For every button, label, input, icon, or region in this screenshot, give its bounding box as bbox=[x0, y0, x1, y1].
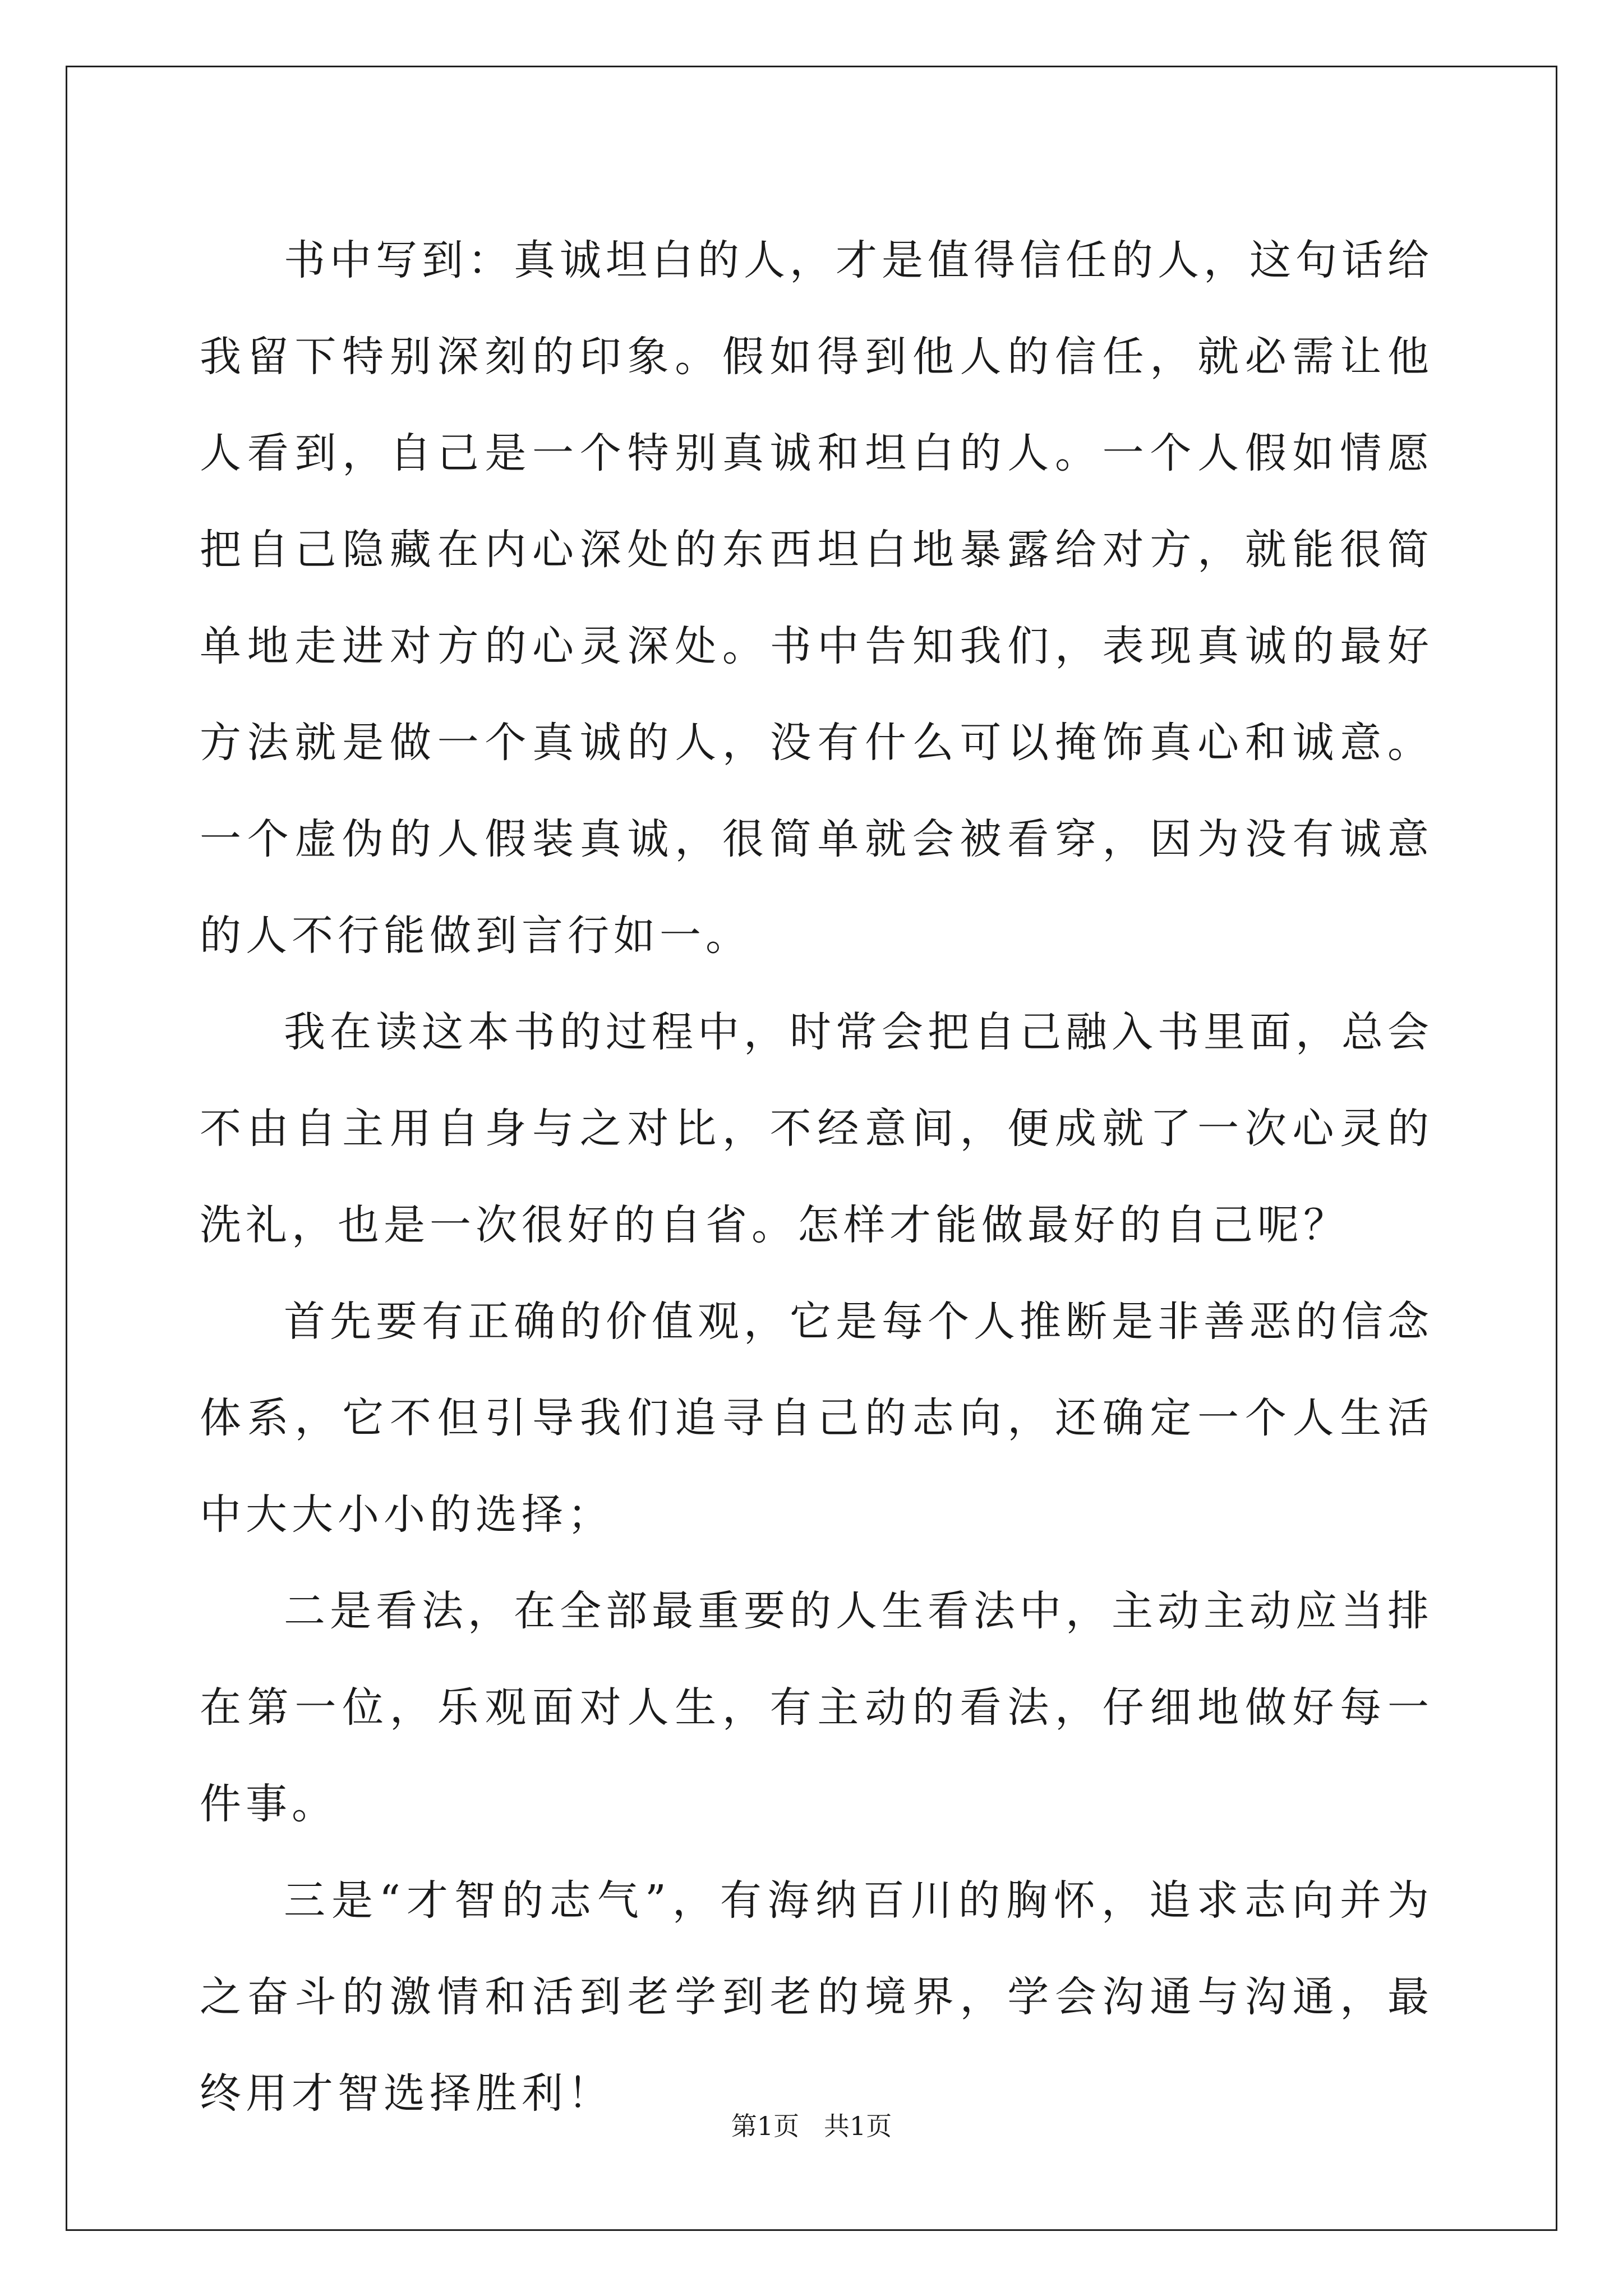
paragraph-4: 二是看法，在全部最重要的人生看法中，主动主动应当排在第一位，乐观面对人生，有主动的看法，仔细地做好每一件事。 bbox=[200, 1587, 1433, 1828]
paragraph-2: 我在读这本书的过程中，时常会把自己融入书里面，总会不由自主用自身与之对比，不经意间，便成就了一次心灵的洗礼，也是一次很好的自省。怎样才能做最好的自己呢？ bbox=[200, 1008, 1433, 1249]
paragraph-5: 三是“才智的志气”，有海纳百川的胸怀，追求志向并为之奋斗的激情和活到老学到老的境界，学会沟通与沟通，最终用才智选择胜利！ bbox=[200, 1876, 1433, 2118]
document-body bbox=[200, 212, 1433, 2142]
page-number-footer: 第1页 共1页 bbox=[731, 2111, 892, 2141]
paragraph-3: 首先要有正确的价值观，它是每个人推断是非善恶的信念体系，它不但引导我们追寻自己的志向，还确定一个人生活中大大小小的选择； bbox=[200, 1297, 1433, 1539]
paragraph-1: 书中写到：真诚坦白的人，才是值得信任的人，这句话给我留下特别深刻的印象。假如得到他人的信任，就必需让他人看到，自己是一个特别真诚和坦白的人。一个人假如情愿把自己隐藏在内心深处的东西坦白地暴露给对方，就能很简单地走进对方的心灵深处。书中告知我们，表现真诚的最好方法就是做一个真诚的人，没有什么可以掩饰真心和诚意。一个虚伪的人假装真诚，很简单就会被看穿，因为没有诚意的人不行能做到言行如一。 bbox=[200, 236, 1433, 960]
